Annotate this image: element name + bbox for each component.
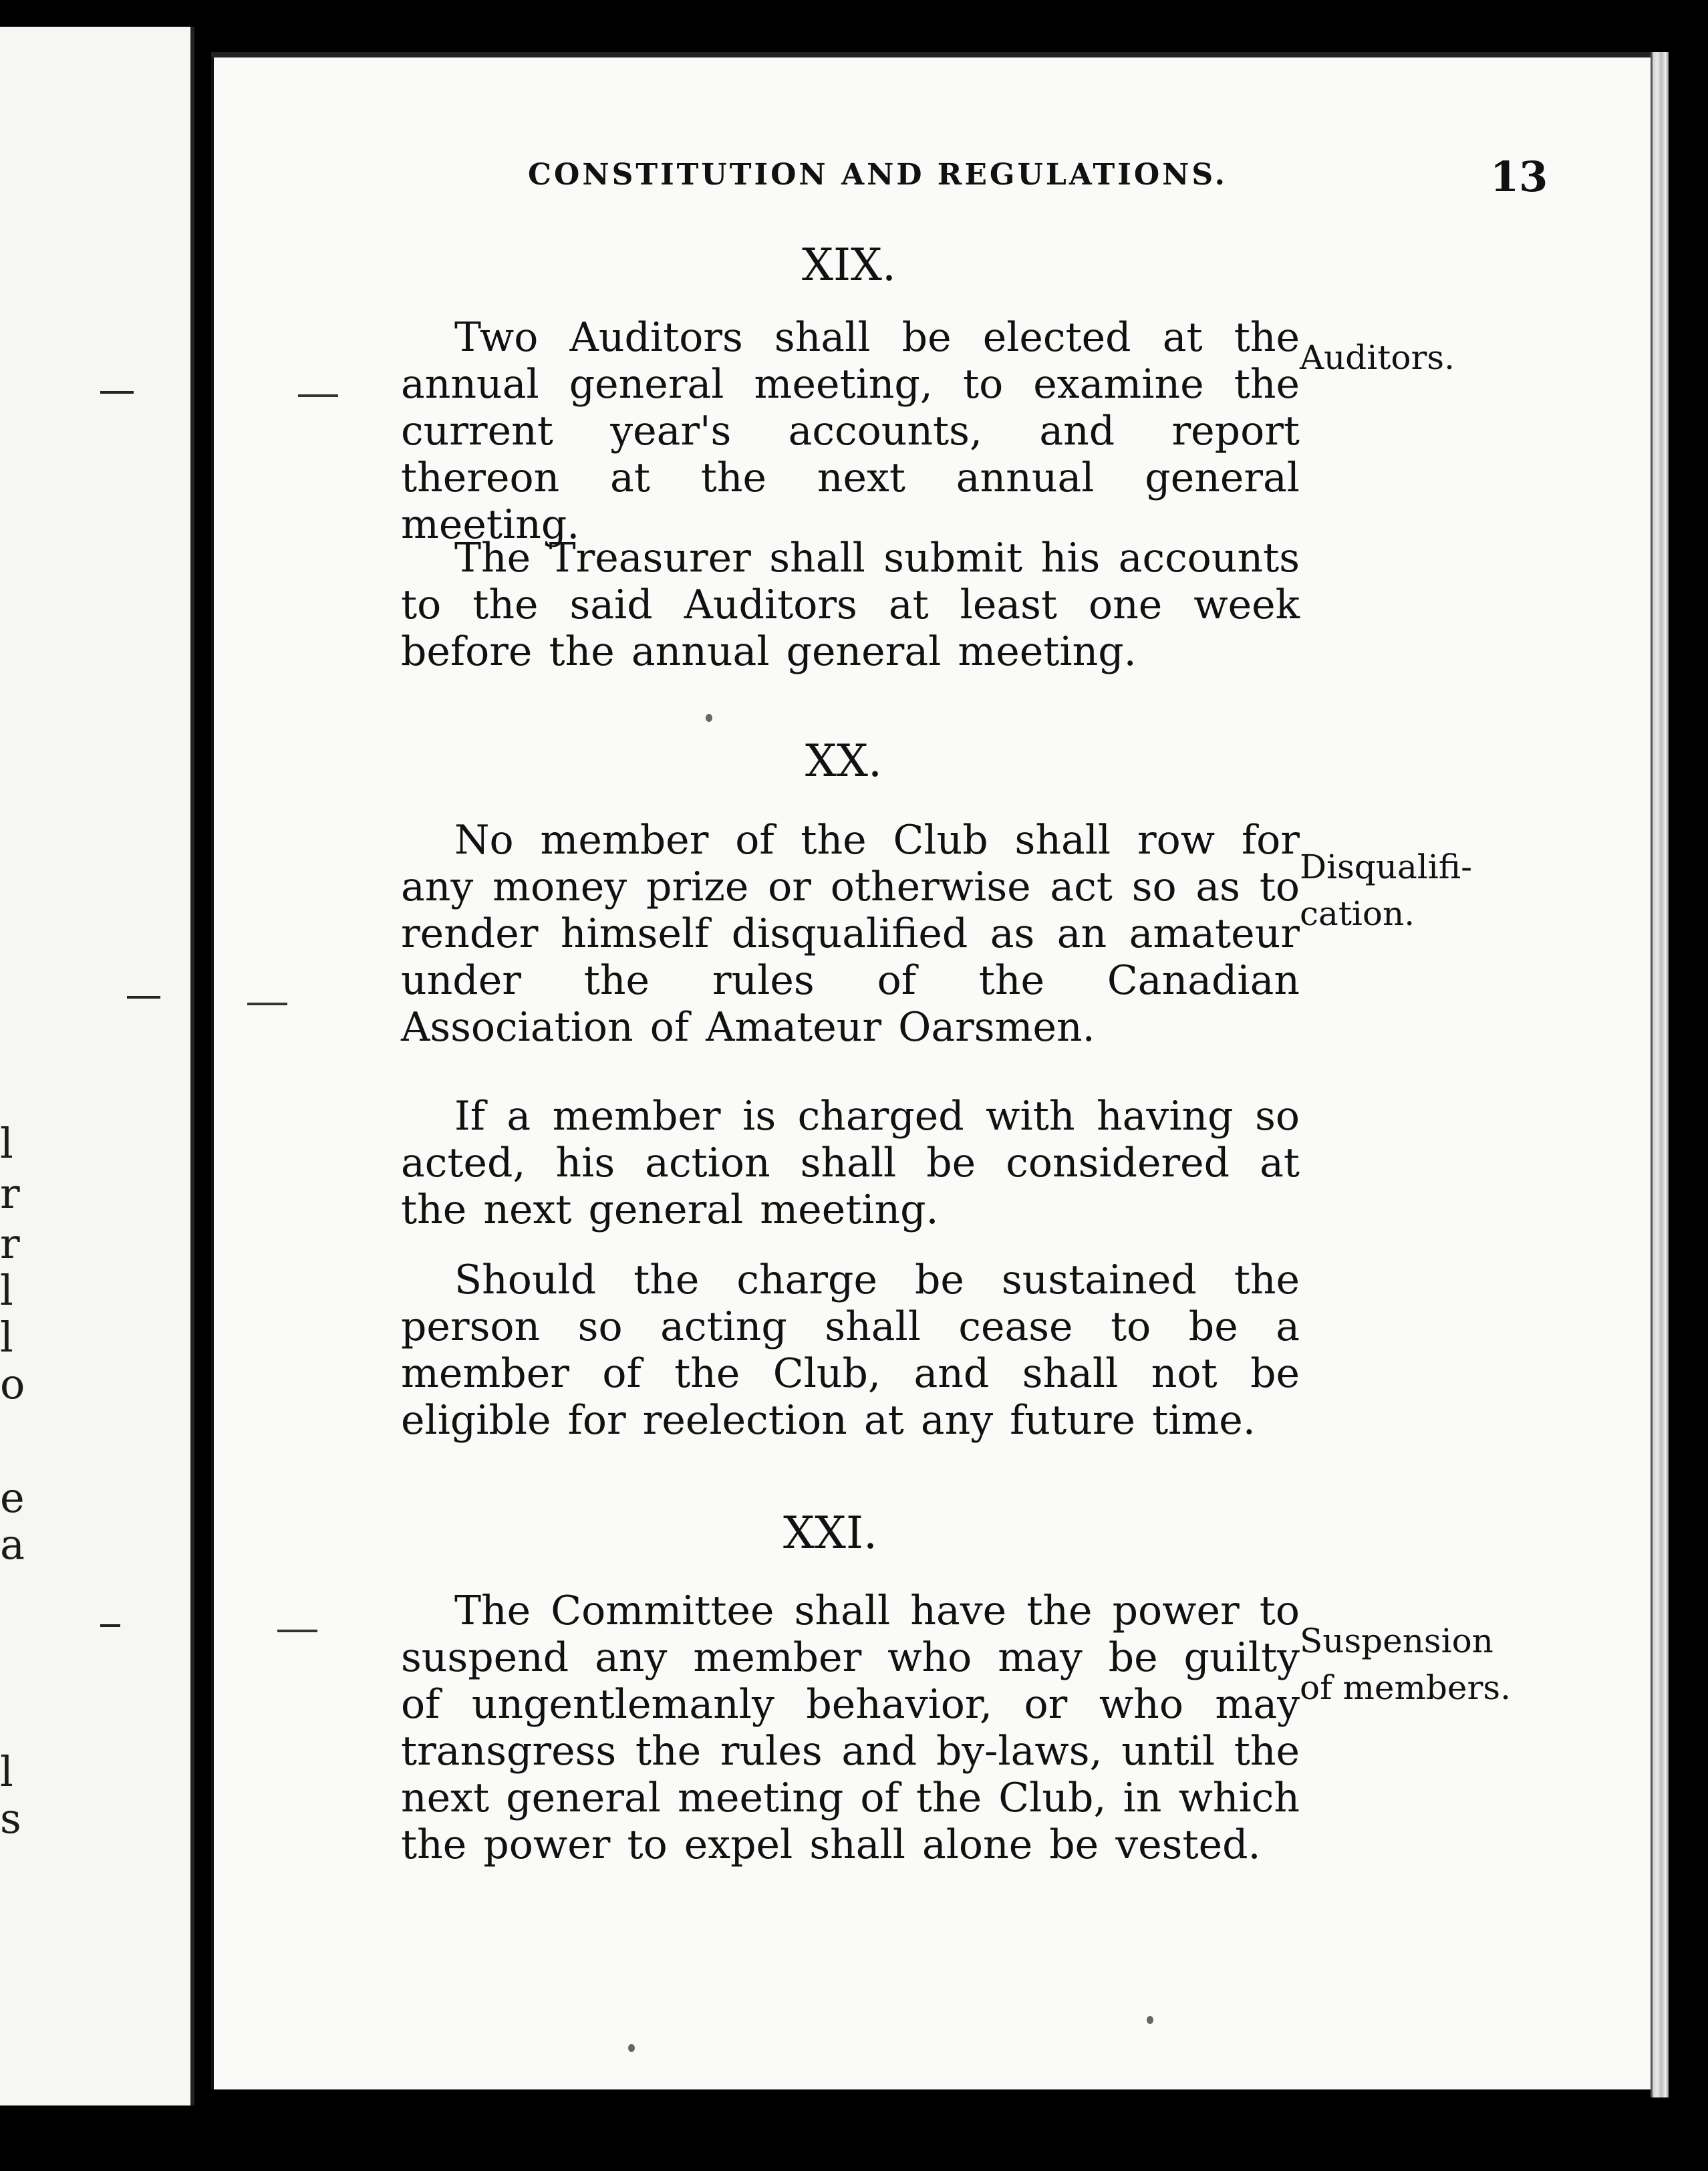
paragraph: If a member is charged with having so acted, his action shall be considered at the next general meeting. [401, 1093, 1300, 1233]
margin-note: Disqualifi- cation. [1300, 848, 1472, 933]
page-stack-edge [1651, 52, 1669, 2097]
paragraph: No member of the Club shall row for any money prize or otherwise act so as to render himself disqualified as an amateur under the rules of the Canadian Association of Amateur Oarsmen. [401, 817, 1300, 1051]
ink-mark [100, 391, 134, 394]
fragment-char: o [0, 1360, 25, 1408]
fragment-char: r [0, 1169, 20, 1218]
fragment-char: a [0, 1520, 25, 1569]
ink-mark [127, 996, 160, 999]
ink-mark [277, 1630, 317, 1632]
section-heading: XIX. [802, 239, 897, 291]
ink-speck [706, 714, 712, 722]
paragraph: The Treasurer shall submit his accounts to the said Auditors at least one week before the annual general meeting. [401, 535, 1300, 675]
fragment-char: l [0, 1266, 13, 1315]
binding-stitch [199, 1356, 210, 1373]
running-head: CONSTITUTION AND REGULATIONS. [528, 158, 1228, 192]
binding-stitch [199, 249, 210, 266]
paragraph: Two Auditors shall be elected at the annual general meeting, to examine the current year's accounts, and report thereon at the next annual general meeting. [401, 314, 1300, 548]
page-number: 13 [1490, 152, 1548, 201]
binding-stitch [199, 949, 210, 967]
ink-mark [100, 1624, 120, 1627]
fragment-char: l [0, 1119, 13, 1168]
margin-note: Auditors. [1300, 338, 1455, 377]
fragment-char: e [0, 1473, 25, 1522]
ink-mark [298, 394, 338, 397]
fragment-char: r [0, 1219, 20, 1268]
margin-note: Suspension of members. [1300, 1622, 1511, 1707]
paragraph: Should the charge be sustained the person so acting shall cease to be a member of the Club, and shall not be eligible for reelection at any future time. [401, 1257, 1300, 1444]
section-heading: XX. [805, 735, 882, 787]
section-heading: XXI. [783, 1507, 878, 1559]
fragment-char: l [0, 1747, 13, 1796]
previous-page-edge [0, 27, 194, 2105]
paragraph: The Committee shall have the power to suspend any member who may be guilty of ungentlemanly behavior, or who may transgress the rules and by-laws, until the next general meeting of the Club, in which the power to expel shall alone be vested. [401, 1587, 1300, 1868]
fragment-char: s [0, 1794, 21, 1843]
binding-stitch [199, 592, 210, 609]
fragment-char: l [0, 1313, 13, 1362]
ink-mark [247, 1003, 287, 1005]
ink-speck [1147, 2016, 1153, 2024]
ink-speck [628, 2044, 635, 2052]
